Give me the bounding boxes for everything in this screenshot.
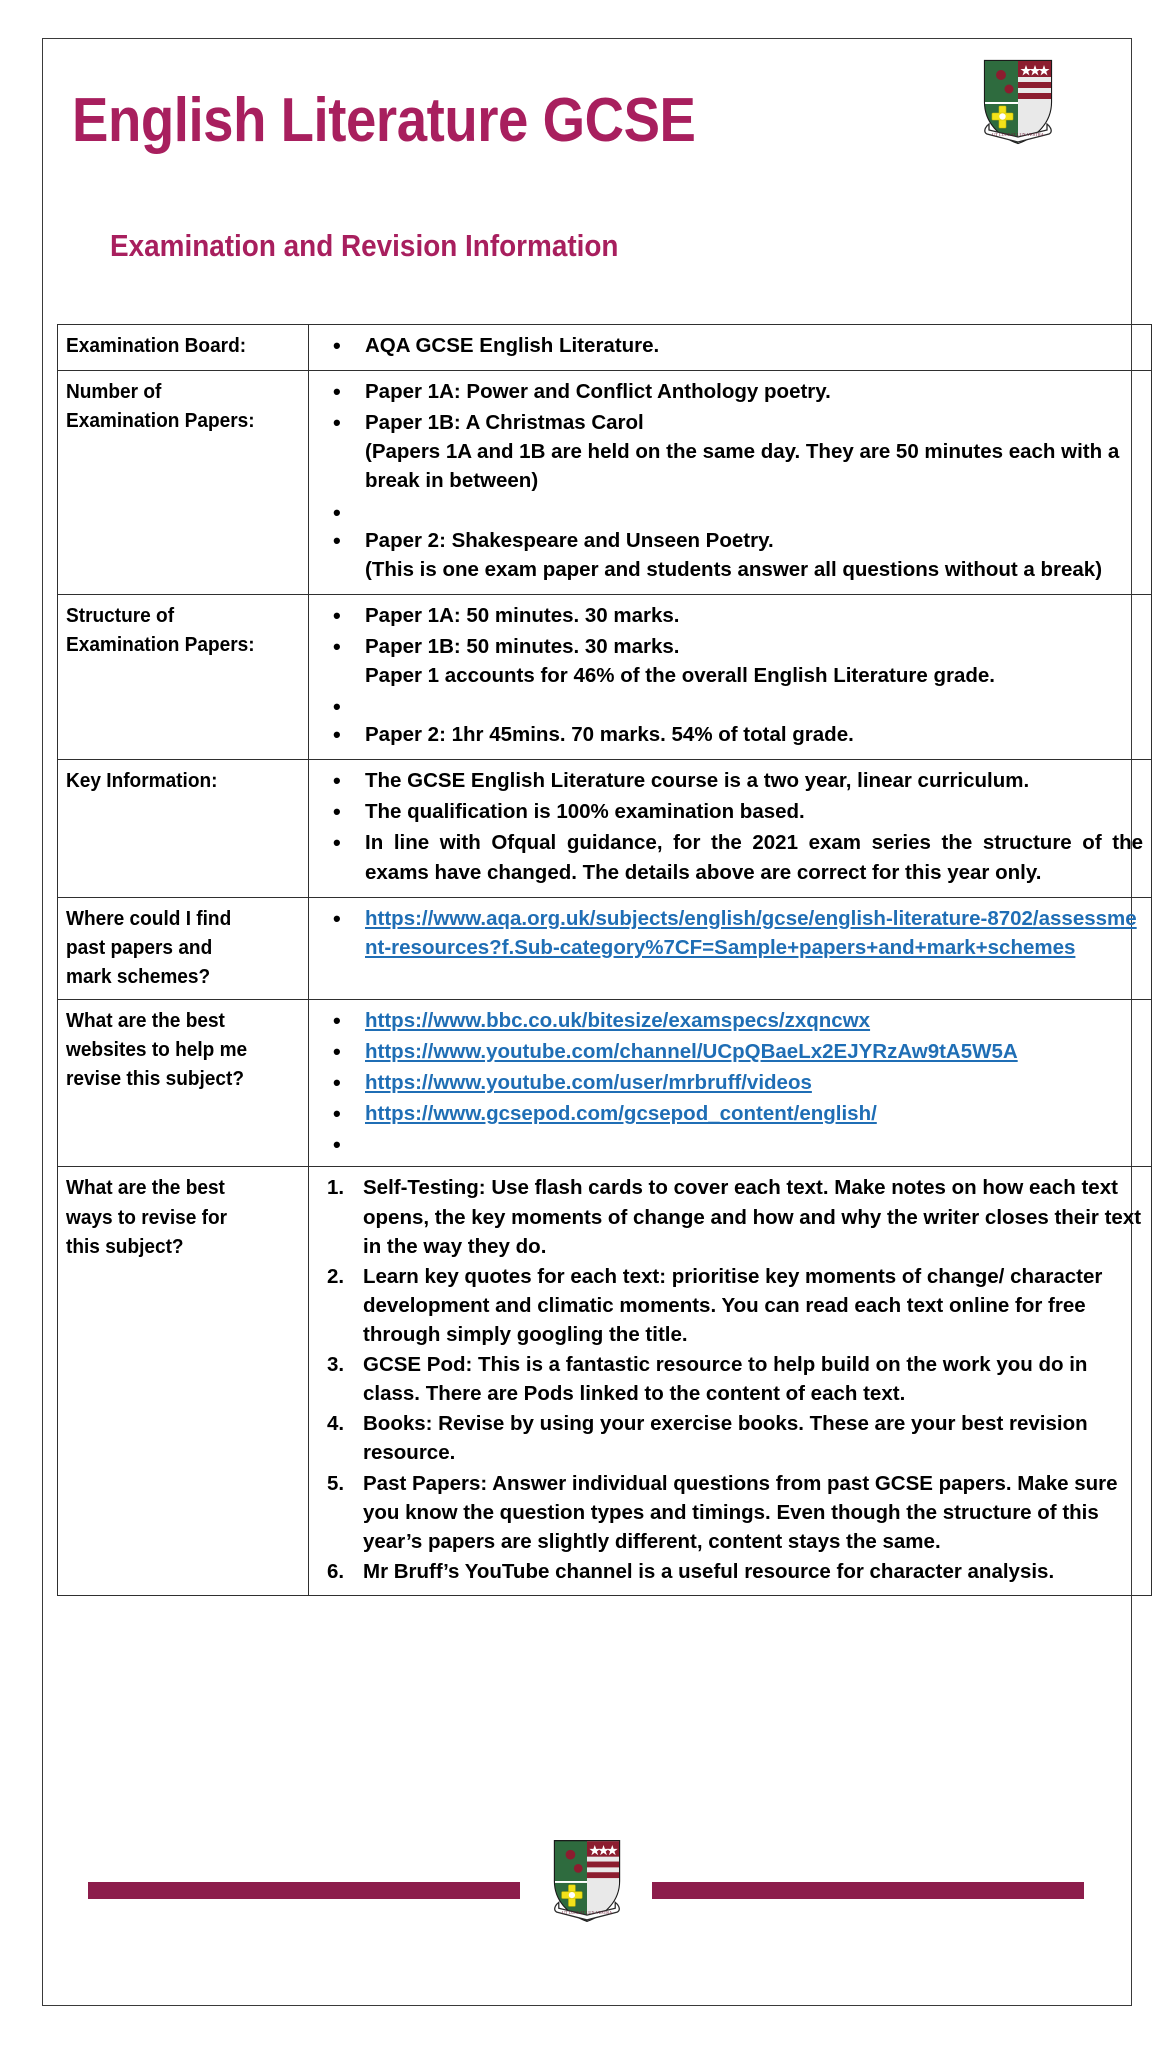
list-item — [317, 1099, 1143, 1128]
list-item-text: AQA GCSE English Literature. — [365, 334, 660, 357]
list-item — [317, 828, 1143, 886]
row-content-cell — [309, 325, 1152, 371]
footer-bar-right — [652, 1882, 1084, 1899]
list-spacer — [317, 498, 1143, 524]
svg-text:UT LUCEAT LUX VESTRA: UT LUCEAT LUX VESTRA — [561, 1910, 613, 1916]
row-label-line: this subject? — [66, 1234, 184, 1258]
list-item — [317, 1469, 1143, 1556]
list-item — [317, 632, 1143, 690]
table-row — [58, 325, 1152, 371]
row-label-line: Number of — [66, 380, 162, 404]
row-content-cell — [309, 999, 1152, 1166]
list-item-text: Mr Bruff’s YouTube channel is a useful resource for character analysis. — [363, 1559, 1055, 1583]
list-item — [317, 797, 1143, 826]
row-content-cell — [309, 371, 1152, 595]
school-crest-icon-footer — [551, 1838, 623, 1924]
list-item — [317, 1006, 1143, 1035]
footer-bar-left — [88, 1882, 520, 1899]
list-item — [317, 766, 1143, 795]
list-item — [317, 1068, 1143, 1097]
bbc-bitesize-link[interactable]: https://www.bbc.co.uk/bitesize/examspecs/zxqncwx — [365, 1008, 871, 1032]
row-label-line: Structure of — [66, 603, 175, 627]
numbered-list — [317, 1173, 1143, 1586]
row-label-cell — [58, 999, 309, 1166]
list-spacer — [317, 692, 1143, 718]
table-row — [58, 760, 1152, 897]
list-item-text: Paper 1B: 50 minutes. 30 marks. — [365, 634, 680, 658]
row-label-cell — [58, 325, 309, 371]
information-table — [57, 324, 1152, 1596]
row-label: Examination Board: — [66, 334, 247, 357]
bullet-list — [317, 601, 1143, 749]
table-row — [58, 371, 1152, 595]
list-item-text: Books: Revise by using your exercise books. These are your best revision resource. — [363, 1412, 1088, 1465]
list-item-text: Paper 2: 1hr 45mins. 70 marks. 54% of total grade. — [365, 723, 854, 747]
table-row — [58, 999, 1152, 1166]
list-item — [317, 1173, 1143, 1260]
list-item — [317, 1409, 1143, 1467]
row-content-cell — [309, 760, 1152, 897]
mrbruff-videos-link[interactable]: https://www.youtube.com/user/mrbruff/videos — [365, 1071, 812, 1095]
page-subtitle: Examination and Revision Information — [110, 228, 619, 263]
table-row — [58, 594, 1152, 759]
bullet-list — [317, 331, 1143, 360]
list-item-text: Paper 1B: A Christmas Carol — [365, 411, 644, 435]
row-label-line: Examination Papers: — [66, 409, 255, 433]
list-item — [317, 904, 1143, 962]
list-item — [317, 601, 1143, 630]
list-item — [317, 1557, 1143, 1586]
row-label-cell — [58, 897, 309, 999]
youtube-channel-link[interactable]: https://www.youtube.com/channel/UCpQBaeLx2EJYRzAw9tA5W5A — [365, 1040, 1018, 1064]
row-label-cell — [58, 594, 309, 759]
list-item-text: Paper 1A: 50 minutes. 30 marks. — [365, 603, 680, 627]
list-spacer — [317, 1130, 1143, 1156]
row-label-line: revise this subject? — [66, 1067, 245, 1091]
row-label-cell — [58, 371, 309, 595]
list-item-text: Past Papers: Answer individual questions from past GCSE papers. Make sure you know the question types and timings. Even though the structure of this year’s papers are slightly different, content stays the same. — [363, 1471, 1118, 1553]
list-item — [317, 720, 1143, 749]
table-row — [58, 897, 1152, 999]
bullet-list — [317, 766, 1143, 886]
list-item-continuation: (This is one exam paper and students answer all questions without a break) — [365, 557, 1103, 581]
list-item-text: Self-Testing: Use flash cards to cover each text. Make notes on how each text opens, the key moments of change and how and why the writer closes their text in the way they do. — [363, 1176, 1142, 1258]
list-item — [317, 526, 1143, 584]
list-item — [317, 1350, 1143, 1408]
row-content-cell — [309, 897, 1152, 999]
list-item-text: The GCSE English Literature course is a two year, linear curriculum. — [365, 769, 1030, 793]
list-item-text: GCSE Pod: This is a fantastic resource to help build on the work you do in class. There are Pods linked to the content of each text. — [363, 1353, 1088, 1406]
list-item-continuation: Paper 1 accounts for 46% of the overall English Literature grade. — [365, 663, 995, 687]
row-content-cell — [309, 594, 1152, 759]
row-label-line: past papers and — [66, 935, 213, 959]
row-label-line: Where could I find — [66, 906, 232, 930]
school-crest-icon — [981, 58, 1055, 146]
page-title: English Literature GCSE — [72, 86, 696, 155]
bullet-list — [317, 377, 1143, 584]
row-label-line: Examination Papers: — [66, 632, 255, 656]
list-item — [317, 377, 1143, 406]
list-item-text: Learn key quotes for each text: prioritise key moments of change/ character development and climatic moments. You can read each text online for free through simply googling the title. — [363, 1264, 1103, 1346]
bullet-list — [317, 1006, 1143, 1156]
gcsepod-link[interactable]: https://www.gcsepod.com/gcsepod_content/english/ — [365, 1102, 877, 1126]
row-content-cell — [309, 1167, 1152, 1596]
list-item — [317, 1037, 1143, 1066]
list-item-text: Paper 1A: Power and Conflict Anthology poetry. — [365, 380, 831, 404]
row-label: Key Information: — [66, 769, 218, 793]
svg-text:UT LUCEAT LUX VESTRA: UT LUCEAT LUX VESTRA — [992, 132, 1044, 137]
row-label-line: What are the best — [66, 1176, 225, 1200]
row-label-line: websites to help me — [66, 1038, 248, 1062]
list-item — [317, 408, 1143, 495]
list-item-text: In line with Ofqual guidance, for the 2021 exam series the structure of the exams have changed. The details above are correct for this year only. — [365, 831, 1143, 884]
row-label-cell — [58, 1167, 309, 1596]
table-row — [58, 1167, 1152, 1596]
list-item-text: Paper 2: Shakespeare and Unseen Poetry. — [365, 528, 774, 552]
bullet-list — [317, 904, 1143, 962]
row-label-line: ways to revise for — [66, 1205, 228, 1229]
list-item-text: The qualification is 100% examination based. — [365, 800, 805, 824]
row-label-line: What are the best — [66, 1008, 225, 1032]
list-item-continuation: (Papers 1A and 1B are held on the same day. They are 50 minutes each with a break in between) — [365, 440, 1120, 493]
row-label-cell — [58, 760, 309, 897]
list-item — [317, 331, 1143, 360]
list-item — [317, 1262, 1143, 1349]
aqa-past-papers-link[interactable]: https://www.aqa.org.uk/subjects/english/gcse/english-literature-8702/assessment-resources?f.Sub-category%7CF=Sample+papers+and+mark+schemes — [365, 906, 1137, 959]
row-label-line: mark schemes? — [66, 964, 211, 988]
